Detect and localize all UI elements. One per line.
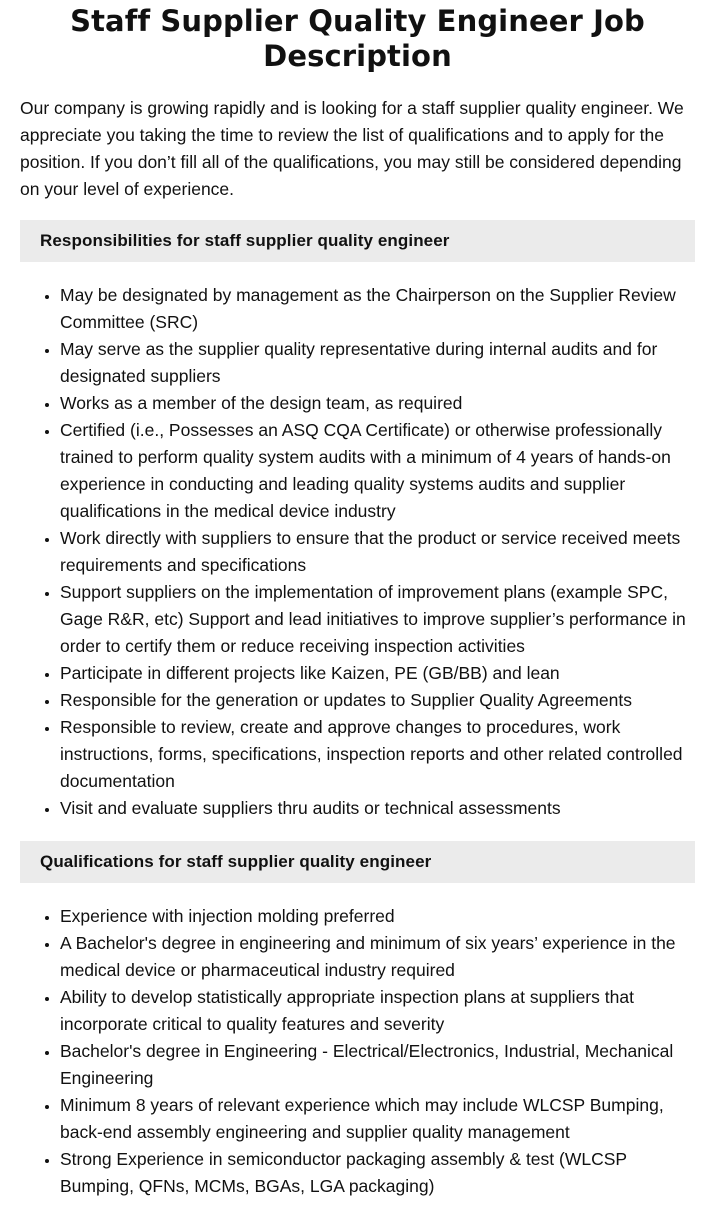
- list-item: • Works as a member of the design team, as required: [60, 390, 695, 417]
- qualifications-list: [20, 903, 695, 1200]
- list-item: • Responsible for the generation or updates to Supplier Quality Agreements: [60, 687, 695, 714]
- qualifications-heading: Qualifications for staff supplier quality engineer: [20, 841, 695, 883]
- list-item: • May be designated by management as the Chairperson on the Supplier Review Committee (SRC): [60, 282, 695, 336]
- list-item: • A Bachelor's degree in engineering and minimum of six years’ experience in the medical device or pharmaceutical industry required: [60, 930, 695, 984]
- list-item: • Strong Experience in semiconductor packaging assembly & test (WLCSP Bumping, QFNs, MCMs, BGAs, LGA packaging): [60, 1146, 695, 1200]
- responsibilities-list: [20, 282, 695, 822]
- page-title: Staff Supplier Quality Engineer Job Description: [70, 4, 645, 73]
- list-item: • Participate in different projects like Kaizen, PE (GB/BB) and lean: [60, 660, 695, 687]
- list-item: • Ability to develop statistically appropriate inspection plans at suppliers that incorporate critical to quality features and severity: [60, 984, 695, 1038]
- list-item: • Responsible to review, create and approve changes to procedures, work instructions, forms, specifications, inspection reports and other related controlled documentation: [60, 714, 695, 795]
- list-item: • Work directly with suppliers to ensure that the product or service received meets requirements and specifications: [60, 525, 695, 579]
- list-item: • Certified (i.e., Possesses an ASQ CQA Certificate) or otherwise professionally trained to perform quality system audits with a minimum of 4 years of hands-on experience in conducting and leading quality systems audits and supplier qualifications in the medical device industry: [60, 417, 695, 525]
- list-item: • Minimum 8 years of relevant experience which may include WLCSP Bumping, back-end assembly engineering and supplier quality management: [60, 1092, 695, 1146]
- responsibilities-heading: Responsibilities for staff supplier quality engineer: [20, 220, 695, 262]
- list-item: • Visit and evaluate suppliers thru audits or technical assessments: [60, 795, 695, 822]
- list-item: • May serve as the supplier quality representative during internal audits and for designated suppliers: [60, 336, 695, 390]
- list-item: • Support suppliers on the implementation of improvement plans (example SPC, Gage R&R, etc) Support and lead initiatives to improve supplier’s performance in order to certify them or reduce receiving inspection activities: [60, 579, 695, 660]
- list-item: • Bachelor's degree in Engineering - Electrical/Electronics, Industrial, Mechanical Engineering: [60, 1038, 695, 1092]
- list-item: • Experience with injection molding preferred: [60, 903, 695, 930]
- intro-paragraph: Our company is growing rapidly and is looking for a staff supplier quality engineer. We appreciate you taking the time to review the list of qualifications and to apply for the position. If you don’t fill all of the qualifications, you may still be considered depending on your level of experience.: [20, 98, 684, 199]
